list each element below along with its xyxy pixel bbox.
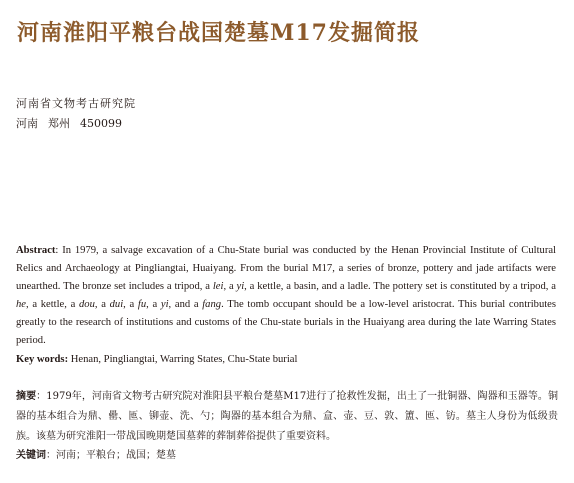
city: 郑州: [48, 117, 70, 130]
abstract-term: lei: [212, 281, 224, 293]
keywords-english: [16, 351, 556, 369]
abstract-text: , a kettle, a basin, and a ladle. The pottery set is constituted by a tripod, a: [244, 281, 556, 293]
keywords-label: Key words: [16, 354, 65, 365]
keywords-text: Henan, Pingliangtai, Warring States, Chu-State burial: [68, 354, 298, 365]
postcode: 450099: [80, 117, 122, 130]
abstract-term: dou: [78, 299, 95, 311]
keywords-zh-label: 关键词: [16, 450, 46, 461]
abstract-text: , a kettle, a: [26, 299, 79, 311]
keywords-chinese: [16, 447, 558, 465]
institution-name: 河南省文物考古研究院: [16, 97, 136, 110]
keywords-zh-text: ：河南；平粮台；战国；楚墓: [46, 450, 176, 461]
keywords-separator: :: [64, 354, 69, 365]
abstract-zh-label: 摘要: [16, 391, 37, 402]
province: 河南: [16, 117, 38, 130]
abstract-term: yi: [160, 299, 169, 311]
abstract-text: , a: [123, 299, 138, 311]
abstract-body: [16, 245, 556, 346]
abstract-zh-body: ：1979年，河南省文物考古研究院对淮阳县平粮台楚墓M17进行了抢救性发掘，出土了一批铜器、陶器和玉器等。铜器的基本组合为鼎、罍、匜、铆壶、洗、勺；陶器的基本组合为鼎、盒、壶、豆、敦、簠、匜、钫。墓主人身份为低级贵族。该墓为研究淮阳一带战国晚期楚国墓葬的葬制葬俗提供了重要资料。: [16, 391, 559, 442]
abstract-term: fu: [137, 299, 147, 311]
article-title: 河南淮阳平粮台战国楚墓M17发掘简报: [17, 20, 420, 46]
abstract-text: . The tomb occupant should be a low-level aristocrat. This burial contributes greatly to the research of institutions and customs of the Chu-state burials in the Huaiyang area during the late Warring States period.: [16, 299, 557, 347]
abstract-term: fang: [202, 299, 222, 311]
abstract-text: In 1979, a salvage excavation of a Chu-State burial was conducted by the Henan Provincial Institute of Cultural Relics and Archaeology at Pingliangtai, Huaiyang. From the burial M17, a series of bronze, pottery and jade artifacts were unearthed. The bronze set includes a tripod, a: [16, 245, 556, 293]
abstract-term: yi: [236, 281, 245, 293]
abstract-english: [16, 242, 556, 351]
abstract-text: , a: [223, 281, 237, 293]
abstract-term: he: [16, 299, 26, 311]
abstract-text: , a: [146, 299, 161, 311]
abstract-separator: :: [55, 245, 59, 256]
abstract-term: dui: [109, 299, 124, 311]
abstract-text: , a: [94, 299, 110, 311]
abstract-label: Abstract: [16, 245, 56, 256]
institution-location: [16, 114, 136, 134]
abstract-text: , and a: [168, 299, 203, 311]
abstract-chinese: [16, 387, 558, 447]
author-affiliation: [16, 94, 136, 134]
